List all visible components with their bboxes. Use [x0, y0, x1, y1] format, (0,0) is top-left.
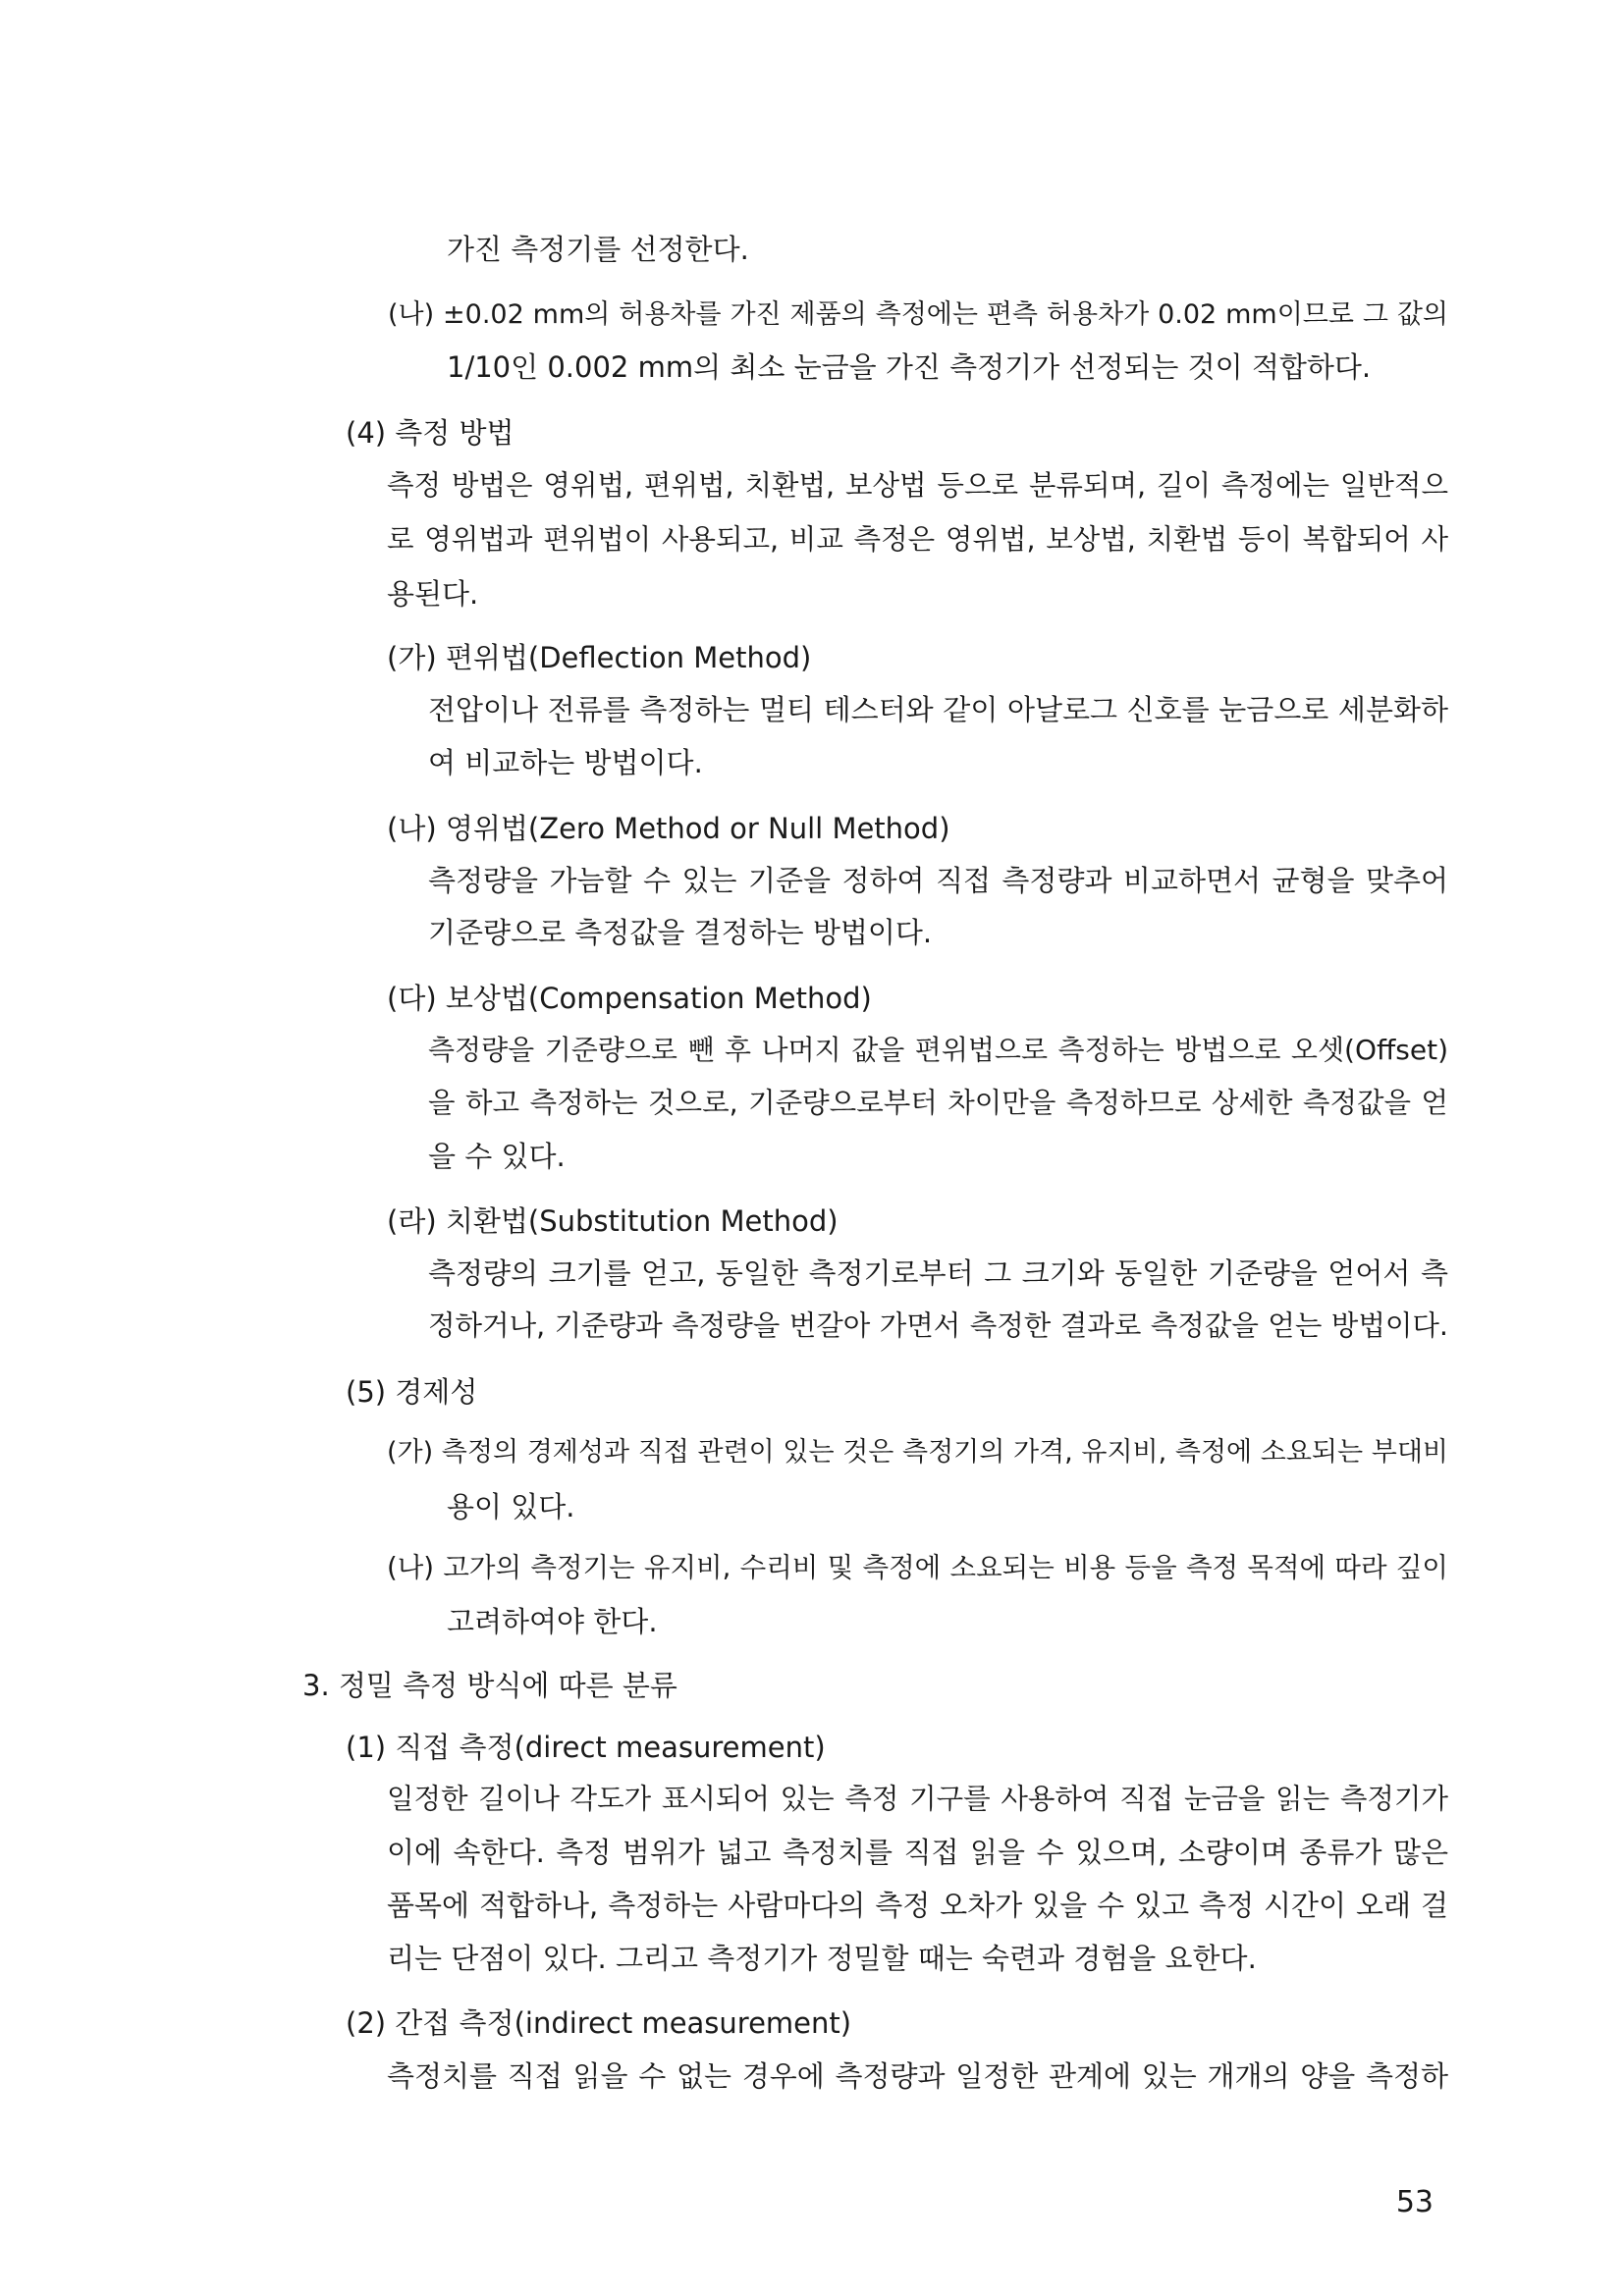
- section-heading-economy: (5) 경제성: [346, 1375, 478, 1409]
- paragraph-line: 정하거나, 기준량과 측정량을 번갈아 가면서 측정한 결과로 측정값을 얻는 방법이다.: [428, 1309, 1448, 1342]
- text-line: 1/10인 0.002 mm의 최소 눈금을 가진 측정기가 선정되는 것이 적합하다.: [447, 350, 1372, 384]
- paragraph-line: 리는 단점이 있다. 그리고 측정기가 정밀할 때는 숙련과 경험을 요한다.: [387, 1942, 1257, 1975]
- paragraph-line: 일정한 길이나 각도가 표시되어 있는 측정 기구를 사용하여 직접 눈금을 읽는 측정기가: [387, 1783, 1448, 1815]
- subheading-indirect-measurement: (2) 간접 측정(indirect measurement): [346, 2006, 852, 2040]
- text-line: 고려하여야 한다.: [447, 1605, 658, 1638]
- paragraph-line: 측정 방법은 영위법, 편위법, 치환법, 보상법 등으로 분류되며, 길이 측정에는 일반적으: [387, 469, 1448, 502]
- paragraph-line: 이에 속한다. 측정 범위가 넓고 측정치를 직접 읽을 수 있으며, 소량이며 종류가 많은: [387, 1836, 1448, 1869]
- subheading-zero-method: (나) 영위법(Zero Method or Null Method): [387, 812, 950, 845]
- paragraph-line: 측정량을 가늠할 수 있는 기준을 정하여 직접 측정량과 비교하면서 균형을 맞추어: [428, 864, 1448, 897]
- paragraph-line: 측정량을 기준량으로 뺀 후 나머지 값을 편위법으로 측정하는 방법으로 오셋(Offset): [428, 1034, 1448, 1066]
- subheading-substitution-method: (라) 치환법(Substitution Method): [387, 1204, 839, 1238]
- paragraph-line: 전압이나 전류를 측정하는 멀티 테스터와 같이 아날로그 신호를 눈금으로 세분화하: [428, 693, 1448, 726]
- subheading-compensation-method: (다) 보상법(Compensation Method): [387, 982, 872, 1015]
- paragraph-line: 여 비교하는 방법이다.: [428, 746, 703, 779]
- page-number: 53: [1395, 2185, 1434, 2219]
- subheading-direct-measurement: (1) 직접 측정(direct measurement): [346, 1731, 826, 1764]
- list-item-na: (나) ±0.02 mm의 허용차를 가진 제품의 측정에는 편측 허용차가 0.02 mm이므로 그 값의: [388, 299, 1448, 330]
- list-item-ga: (가) 측정의 경제성과 직접 관련이 있는 것은 측정기의 가격, 유지비, 측정에 소요되는 부대비: [387, 1437, 1448, 1468]
- paragraph-line: 용된다.: [387, 577, 479, 611]
- paragraph-line: 측정량의 크기를 얻고, 동일한 측정기로부터 그 크기와 동일한 기준량을 얻어서 측: [428, 1256, 1448, 1290]
- subheading-deflection-method: (가) 편위법(Deflection Method): [387, 641, 812, 674]
- paragraph-line: 기준량으로 측정값을 결정하는 방법이다.: [428, 916, 933, 949]
- section-heading-measurement-method: (4) 측정 방법: [346, 416, 514, 450]
- paragraph-line: 품목에 적합하나, 측정하는 사람마다의 측정 오차가 있을 수 있고 측정 시간이 오래 걸: [387, 1889, 1448, 1922]
- list-item-na: (나) 고가의 측정기는 유지비, 수리비 및 측정에 소요되는 비용 등을 측정 목적에 따라 깊이: [387, 1552, 1448, 1583]
- paragraph-line: 로 영위법과 편위법이 사용되고, 비교 측정은 영위법, 보상법, 치환법 등이 복합되어 사: [387, 523, 1448, 556]
- paragraph-line: 측정치를 직접 읽을 수 없는 경우에 측정량과 일정한 관계에 있는 개개의 양을 측정하: [387, 2059, 1448, 2093]
- text-line: 가진 측정기를 선정한다.: [447, 233, 749, 266]
- paragraph-line: 을 수 있다.: [428, 1140, 566, 1173]
- text-line: 용이 있다.: [447, 1490, 575, 1523]
- chapter-heading-classification: 3. 정밀 측정 방식에 따른 분류: [302, 1669, 677, 1702]
- paragraph-line: 을 하고 측정하는 것으로, 기준량으로부터 차이만을 측정하므로 상세한 측정값을 얻: [428, 1087, 1448, 1119]
